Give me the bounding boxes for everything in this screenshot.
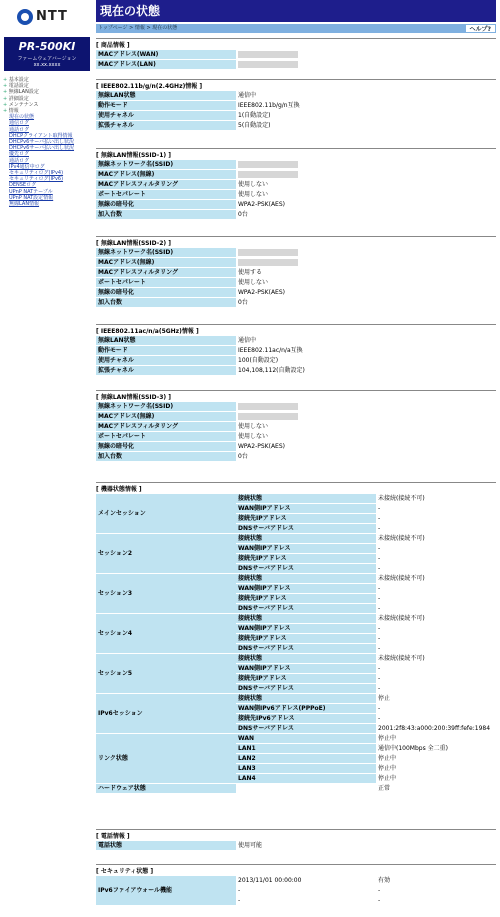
row-label: 接続状態 <box>236 534 376 544</box>
table-row <box>96 101 496 111</box>
group-label: IPv6ファイアウォール機能 <box>96 876 236 906</box>
table-row <box>96 694 496 704</box>
table-row <box>96 402 496 412</box>
row-label: LAN4 <box>236 774 376 784</box>
ssid3-table <box>96 402 496 462</box>
product-table <box>96 50 496 70</box>
section-ssid2 <box>96 236 496 308</box>
table-row <box>96 734 496 744</box>
row-label: 拡張チャネル <box>96 366 236 376</box>
table-row <box>96 574 496 584</box>
row-label: 動作モード <box>96 346 236 356</box>
row-value: IEEE802.11ac/n/a互換 <box>236 346 496 356</box>
row-label: MACアドレスフィルタリング <box>96 180 236 190</box>
row-value <box>236 160 496 170</box>
row-value: 未接続(接続不可) <box>376 614 496 624</box>
menu-item[interactable]: セキュリティログ(IPv4) <box>9 170 64 177</box>
group-label: セッション2 <box>96 534 236 574</box>
row-value: 使用しない <box>236 278 496 288</box>
breadcrumb <box>96 24 496 33</box>
row-label: 接続状態 <box>236 694 376 704</box>
menu-item[interactable]: + 詳細設定 <box>3 96 74 102</box>
phone-table <box>96 841 496 851</box>
redacted-value <box>238 403 298 410</box>
row-label: 接続先IPv6アドレス <box>236 714 376 724</box>
menu-item[interactable]: + 無線LAN設定 <box>3 89 74 95</box>
row-value: 2001:2f8:43:a000:200:39ff:fefe:1984 <box>376 724 496 734</box>
row-label: 無線の暗号化 <box>96 288 236 298</box>
row-value: - <box>376 674 496 684</box>
row-value: 正常 <box>376 784 496 794</box>
table-row <box>96 346 496 356</box>
section-security <box>96 864 496 906</box>
row-value: 使用しない <box>236 432 496 442</box>
table-row <box>96 356 496 366</box>
table-row <box>96 50 496 60</box>
group-label: IPv6セッション <box>96 694 236 734</box>
row-value: 停止中 <box>376 764 496 774</box>
row-label: DNSサーバアドレス <box>236 564 376 574</box>
firmware-label: ファームウェアバージョン <box>17 56 77 62</box>
table-row <box>96 452 496 462</box>
section-phone <box>96 829 496 851</box>
table-row <box>96 876 496 886</box>
menu-item[interactable]: DHCPv6サーバ払い出し状況 <box>9 145 75 152</box>
ssid1-table <box>96 160 496 220</box>
row-value: - <box>376 584 496 594</box>
row-value: 使用しない <box>236 190 496 200</box>
table-row <box>96 298 496 308</box>
table-row <box>96 614 496 624</box>
table-row <box>96 160 496 170</box>
row-label: 拡張チャネル <box>96 121 236 131</box>
group-label: メインセッション <box>96 494 236 534</box>
row-value: - <box>376 624 496 634</box>
row-value: - <box>376 664 496 674</box>
menu-item[interactable]: 通話ログ <box>9 126 30 133</box>
menu-item[interactable]: 通信ログ <box>9 120 30 127</box>
row-value: 通信中(100Mbps 全二重) <box>376 744 496 754</box>
row-label: LAN1 <box>236 744 376 754</box>
row-label: 接続状態 <box>236 654 376 664</box>
row-value: 100(自動設定) <box>236 356 496 366</box>
row-value: WPA2-PSK(AES) <box>236 442 496 452</box>
menu-item[interactable]: UPnP NATテーブル <box>9 188 53 195</box>
table-row <box>96 258 496 268</box>
row-value: 使用しない <box>236 422 496 432</box>
ntt-logo-mark-icon <box>17 9 33 25</box>
section-title: [ 商品情報 ] <box>96 38 496 50</box>
menu-item[interactable]: 優先ログ <box>9 151 30 158</box>
row-value: 通信中 <box>236 336 496 346</box>
row-label: MACアドレス(WAN) <box>96 50 236 60</box>
device-table <box>96 494 496 794</box>
row-label: 無線ネットワーク名(SSID) <box>96 160 236 170</box>
redacted-value <box>238 249 298 256</box>
table-row <box>96 422 496 432</box>
row-label: 無線LAN状態 <box>96 91 236 101</box>
section-title: [ IEEE802.11b/g/n(2.4GHz)情報 ] <box>96 79 496 91</box>
row-label: 接続状態 <box>236 614 376 624</box>
row-label: MACアドレス(無線) <box>96 170 236 180</box>
table-row <box>96 248 496 258</box>
row-value: - <box>376 704 496 714</box>
row-value: - <box>376 714 496 724</box>
row-label: DNSサーバアドレス <box>236 604 376 614</box>
row-value: 通信中 <box>236 91 496 101</box>
row-value: - <box>376 896 496 906</box>
row-label: 接続先IPアドレス <box>236 554 376 564</box>
row-value <box>236 248 496 258</box>
row-label: 加入台数 <box>96 210 236 220</box>
row-label: LAN2 <box>236 754 376 764</box>
table-row <box>96 121 496 131</box>
row-label: WAN <box>236 734 376 744</box>
row-value: 0台 <box>236 210 496 220</box>
row-label: 接続先IPアドレス <box>236 674 376 684</box>
row-value: - <box>376 634 496 644</box>
menu-item[interactable]: + 電話設定 <box>3 83 74 89</box>
left-nav <box>0 0 95 917</box>
row-value: 使用しない <box>236 180 496 190</box>
group-label: セッション5 <box>96 654 236 694</box>
row-label: 加入台数 <box>96 298 236 308</box>
section-wlan24 <box>96 79 496 131</box>
table-row <box>96 534 496 544</box>
row-value <box>236 60 496 70</box>
table-row <box>96 60 496 70</box>
row-value: 有効 <box>376 876 496 886</box>
row-label: MACアドレスフィルタリング <box>96 422 236 432</box>
row-value: 停止中 <box>376 734 496 744</box>
table-row <box>96 278 496 288</box>
side-menu <box>3 77 74 207</box>
row-label: MACアドレスフィルタリング <box>96 268 236 278</box>
redacted-value <box>238 171 298 178</box>
row-value: 0台 <box>236 298 496 308</box>
table-row <box>96 200 496 210</box>
wlan24-table <box>96 91 496 131</box>
table-row <box>96 190 496 200</box>
menu-item[interactable]: セキュリティログ(IPv6) <box>9 176 64 183</box>
row-label: 無線ネットワーク名(SSID) <box>96 248 236 258</box>
row-label: 接続状態 <box>236 494 376 504</box>
row-label: DNSサーバアドレス <box>236 524 376 534</box>
row-value <box>236 258 496 268</box>
wlan5-table <box>96 336 496 376</box>
row-label: MACアドレス(無線) <box>96 412 236 422</box>
row-label: 接続先IPアドレス <box>236 514 376 524</box>
row-label: LAN3 <box>236 764 376 774</box>
redacted-value <box>238 61 298 68</box>
row-value <box>236 50 496 60</box>
table-row <box>96 268 496 278</box>
row-value: - <box>376 544 496 554</box>
ssid2-table <box>96 248 496 308</box>
page-title: 現在の状態 <box>96 0 496 22</box>
menu-item[interactable]: + メンテナンス <box>3 102 74 108</box>
section-title: [ 無線LAN情報(SSID-1) ] <box>96 148 496 160</box>
row-label: 電話状態 <box>96 841 236 851</box>
row-label: 動作モード <box>96 101 236 111</box>
ntt-logo <box>17 6 75 28</box>
menu-item[interactable]: + 情報 <box>3 108 74 114</box>
row-value: 停止中 <box>376 774 496 784</box>
row-value: 未接続(接続不可) <box>376 494 496 504</box>
redacted-value <box>238 51 298 58</box>
row-value: - <box>376 524 496 534</box>
breadcrumb-text[interactable]: トップページ > 情報 > 現在の状態 <box>98 25 178 31</box>
table-row <box>96 841 496 851</box>
section-title: [ 電話情報 ] <box>96 829 496 841</box>
row-label: 無線の暗号化 <box>96 442 236 452</box>
row-value: 使用可能 <box>236 841 496 851</box>
table-row <box>96 336 496 346</box>
table-row <box>96 412 496 422</box>
menu-item[interactable]: + 基本設定 <box>3 77 74 83</box>
row-label: ポートセパレート <box>96 278 236 288</box>
row-value: WPA2-PSK(AES) <box>236 200 496 210</box>
section-ssid1 <box>96 148 496 220</box>
table-row <box>96 784 496 794</box>
row-label: DNSサーバアドレス <box>236 724 376 734</box>
row-label: MACアドレス(無線) <box>96 258 236 268</box>
table-row <box>96 432 496 442</box>
row-label: WAN側IPアドレス <box>236 544 376 554</box>
row-label: 接続状態 <box>236 574 376 584</box>
row-value: - <box>376 594 496 604</box>
row-label: 接続先IPアドレス <box>236 634 376 644</box>
redacted-value <box>238 161 298 168</box>
row-date: 2013/11/01 00:00:00 <box>236 876 376 886</box>
row-value: - <box>376 504 496 514</box>
row-value: 未接続(接続不可) <box>376 654 496 664</box>
row-value: 停止中 <box>376 754 496 764</box>
section-device <box>96 482 496 794</box>
row-value: - <box>376 886 496 896</box>
row-label: WAN側IPアドレス <box>236 584 376 594</box>
section-title: [ 無線LAN情報(SSID-3) ] <box>96 390 496 402</box>
row-label: 使用チャネル <box>96 356 236 366</box>
table-row <box>96 111 496 121</box>
table-row <box>96 494 496 504</box>
table-row <box>96 366 496 376</box>
row-value: - <box>376 514 496 524</box>
row-label: 無線LAN状態 <box>96 336 236 346</box>
row-value: 未接続(接続不可) <box>376 574 496 584</box>
row-label: DNSサーバアドレス <box>236 684 376 694</box>
section-product <box>96 38 496 70</box>
row-label: 加入台数 <box>96 452 236 462</box>
table-row <box>96 442 496 452</box>
model-badge <box>4 37 90 71</box>
menu-item[interactable]: DHCPv6サーバ払い出し状況 <box>9 139 75 146</box>
row-label: ポートセパレート <box>96 432 236 442</box>
row-label: ポートセパレート <box>96 190 236 200</box>
menu-item[interactable]: UPnP NAT設定情報 <box>9 194 54 201</box>
row-date: - <box>236 886 376 896</box>
row-label: 無線の暗号化 <box>96 200 236 210</box>
row-label: 使用チャネル <box>96 111 236 121</box>
section-title: [ セキュリティ状態 ] <box>96 864 496 876</box>
row-value: WPA2-PSK(AES) <box>236 288 496 298</box>
firmware-version: xx.xx.xxxx <box>33 62 61 68</box>
ntt-logo-text: NTT <box>36 9 68 24</box>
row-value: 0台 <box>236 452 496 462</box>
row-label: WAN側IPアドレス <box>236 664 376 674</box>
menu-item[interactable]: DENSEログ <box>9 182 37 189</box>
row-label: DNSサーバアドレス <box>236 644 376 654</box>
redacted-value <box>238 413 298 420</box>
group-label: リンク状態 <box>96 734 236 784</box>
row-value <box>236 412 496 422</box>
help-button[interactable]: ヘルプ? <box>465 24 496 33</box>
row-value: - <box>376 604 496 614</box>
menu-item[interactable]: 現在の状態 <box>9 114 35 121</box>
row-value <box>236 170 496 180</box>
model-name: PR-500KI <box>18 40 76 53</box>
row-label: WAN側IPアドレス <box>236 624 376 634</box>
menu-item[interactable]: 無線LAN情報 <box>9 201 40 208</box>
group-label: セッション3 <box>96 574 236 614</box>
row-value: 5(自動設定) <box>236 121 496 131</box>
row-value: - <box>376 684 496 694</box>
row-label: 無線ネットワーク名(SSID) <box>96 402 236 412</box>
table-row <box>96 170 496 180</box>
table-row <box>96 210 496 220</box>
row-value: - <box>376 644 496 654</box>
table-row <box>96 91 496 101</box>
row-label: MACアドレス(LAN) <box>96 60 236 70</box>
table-row <box>96 180 496 190</box>
row-value: IEEE802.11b/g/n互換 <box>236 101 496 111</box>
row-value: 使用する <box>236 268 496 278</box>
row-value: 104,108,112(自動設定) <box>236 366 496 376</box>
group-label: セッション4 <box>96 614 236 654</box>
menu-item[interactable]: 通話ログ <box>9 157 30 164</box>
security-table <box>96 876 496 906</box>
row-date: - <box>236 896 376 906</box>
row-value: 1(自動設定) <box>236 111 496 121</box>
menu-item[interactable]: IPv4通信中ログ <box>9 163 45 170</box>
row-value: 停止 <box>376 694 496 704</box>
section-wlan5 <box>96 324 496 376</box>
redacted-value <box>238 259 298 266</box>
table-row <box>96 288 496 298</box>
row-spacer <box>236 784 376 794</box>
section-ssid3 <box>96 390 496 462</box>
table-row <box>96 654 496 664</box>
row-value <box>236 402 496 412</box>
row-value: - <box>376 564 496 574</box>
menu-item[interactable]: DHCPクライアント取得情報 <box>9 132 73 139</box>
row-label: ハードウェア状態 <box>96 784 236 794</box>
row-value: - <box>376 554 496 564</box>
row-label: WAN側IPアドレス <box>236 504 376 514</box>
section-title: [ IEEE802.11ac/n/a(5GHz)情報 ] <box>96 324 496 336</box>
section-title: [ 機器状態情報 ] <box>96 482 496 494</box>
section-title: [ 無線LAN情報(SSID-2) ] <box>96 236 496 248</box>
row-value: 未接続(接続不可) <box>376 534 496 544</box>
row-label: 接続先IPアドレス <box>236 594 376 604</box>
row-label: WAN側IPv6アドレス(PPPoE) <box>236 704 376 714</box>
